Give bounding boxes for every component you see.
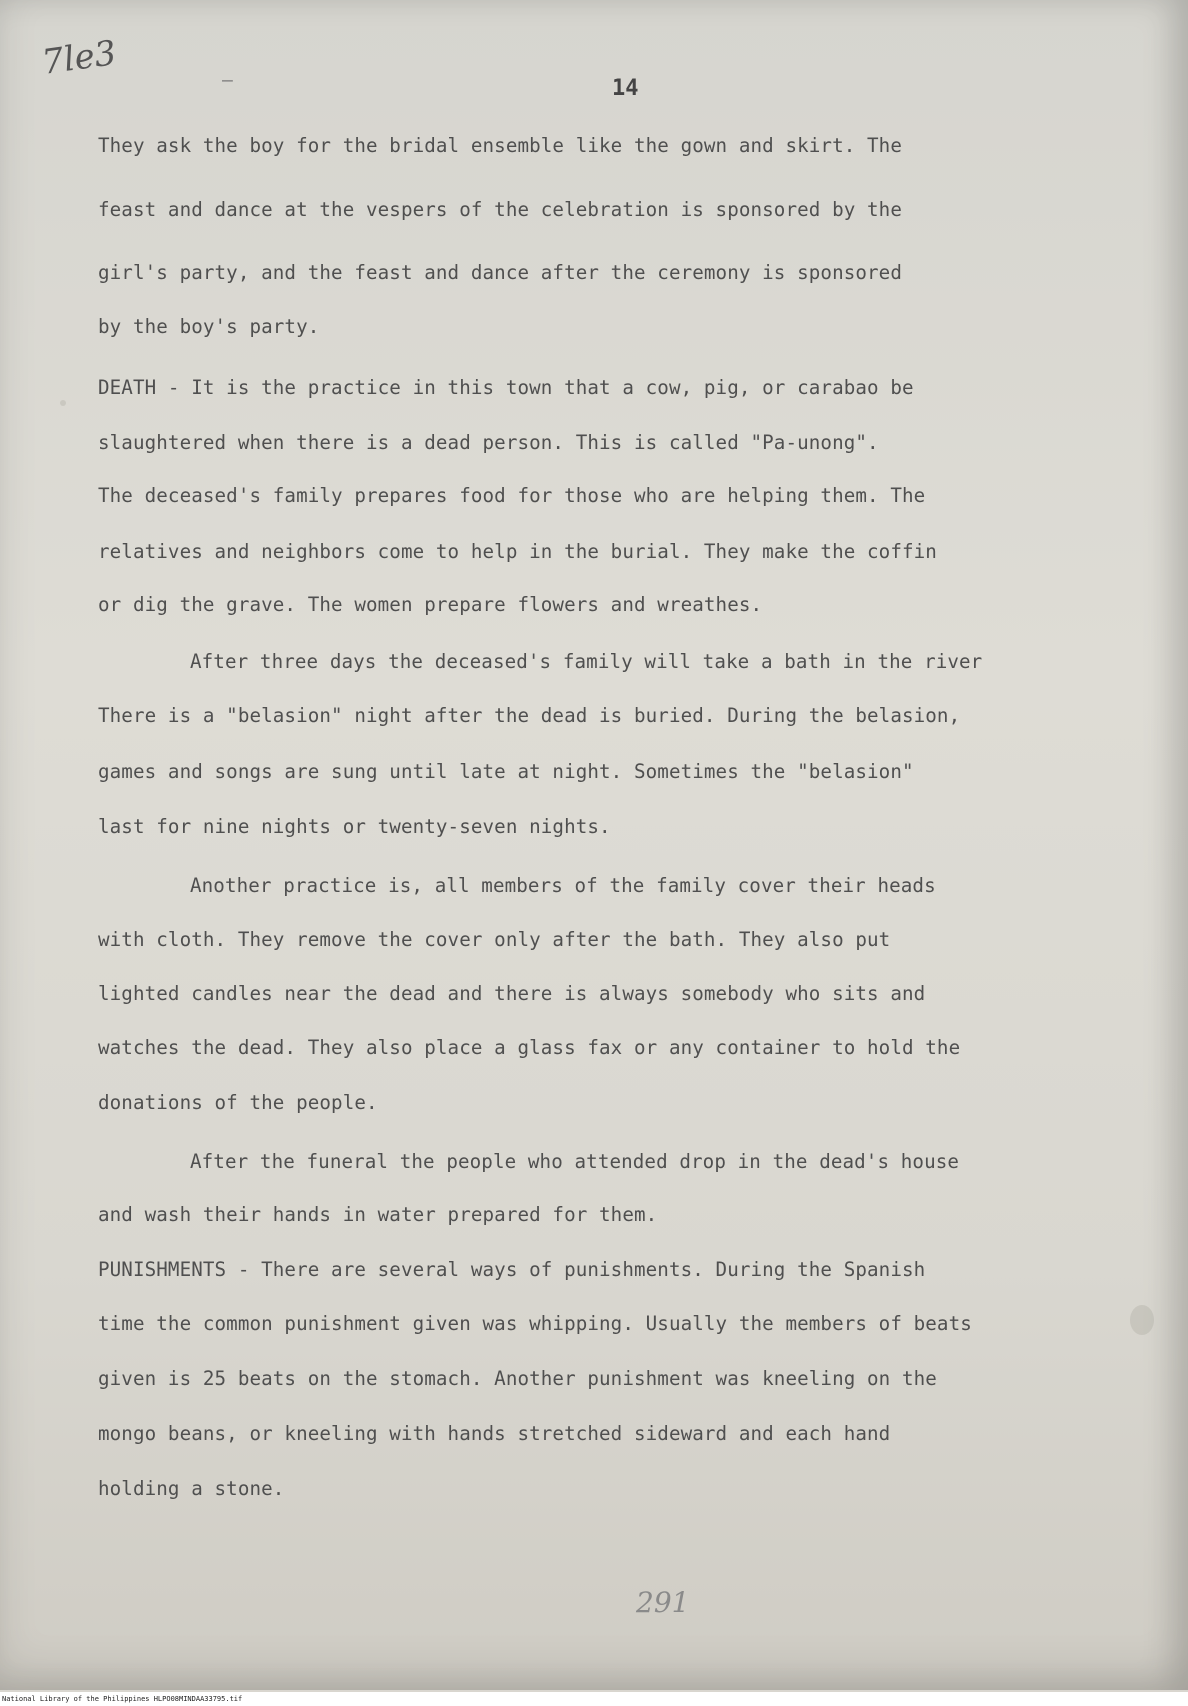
text-line: lighted candles near the dead and there is always somebody who sits and xyxy=(98,982,926,1005)
text-line: There is a "belasion" night after the dead is buried. During the belasion, xyxy=(98,704,961,727)
text-line: slaughtered when there is a dead person. This is called "Pa-unong". xyxy=(98,431,879,454)
text-line: holding a stone. xyxy=(98,1477,285,1500)
text-line: with cloth. They remove the cover only after the bath. They also put xyxy=(98,928,891,951)
text-line: The deceased's family prepares food for those who are helping them. The xyxy=(98,484,926,507)
text-line: and wash their hands in water prepared for them. xyxy=(98,1203,658,1226)
text-line: or dig the grave. The women prepare flowers and wreathes. xyxy=(98,593,763,616)
text-line: After the funeral the people who attended drop in the dead's house xyxy=(190,1150,960,1173)
text-line: games and songs are sung until late at night. Sometimes the "belasion" xyxy=(98,760,914,783)
text-line: After three days the deceased's family will take a bath in the river xyxy=(190,650,983,673)
text-line: DEATH - It is the practice in this town that a cow, pig, or carabao be xyxy=(98,376,914,399)
text-line: feast and dance at the vespers of the celebration is sponsored by the xyxy=(98,198,902,221)
text-line: girl's party, and the feast and dance after the ceremony is sponsored xyxy=(98,261,902,284)
text-line: donations of the people. xyxy=(98,1091,378,1114)
header-dash: – xyxy=(222,70,233,91)
text-line: mongo beans, or kneeling with hands stretched sideward and each hand xyxy=(98,1422,891,1445)
text-line: time the common punishment given was whipping. Usually the members of beats xyxy=(98,1312,972,1335)
margin-handwritten-note: 7le3 xyxy=(39,33,119,83)
bottom-handwritten-mark: 291 xyxy=(636,1586,690,1619)
text-line: watches the dead. They also place a glass fax or any container to hold the xyxy=(98,1036,961,1059)
text-line: PUNISHMENTS - There are several ways of punishments. During the Spanish xyxy=(98,1258,926,1281)
page-number: 14 xyxy=(612,76,639,101)
paper-stain xyxy=(1130,1305,1154,1335)
text-line: Another practice is, all members of the family cover their heads xyxy=(190,874,936,897)
paper-speck xyxy=(60,400,66,406)
text-line: They ask the boy for the bridal ensemble like the gown and skirt. The xyxy=(98,134,902,157)
text-line: relatives and neighbors come to help in the burial. They make the coffin xyxy=(98,540,937,563)
text-line: last for nine nights or twenty-seven nights. xyxy=(98,815,611,838)
scan-footer: National Library of the Philippines HLPO08MINDAA33795.tif xyxy=(0,1692,1188,1706)
text-line: by the boy's party. xyxy=(98,315,320,338)
text-line: given is 25 beats on the stomach. Another punishment was kneeling on the xyxy=(98,1367,937,1390)
